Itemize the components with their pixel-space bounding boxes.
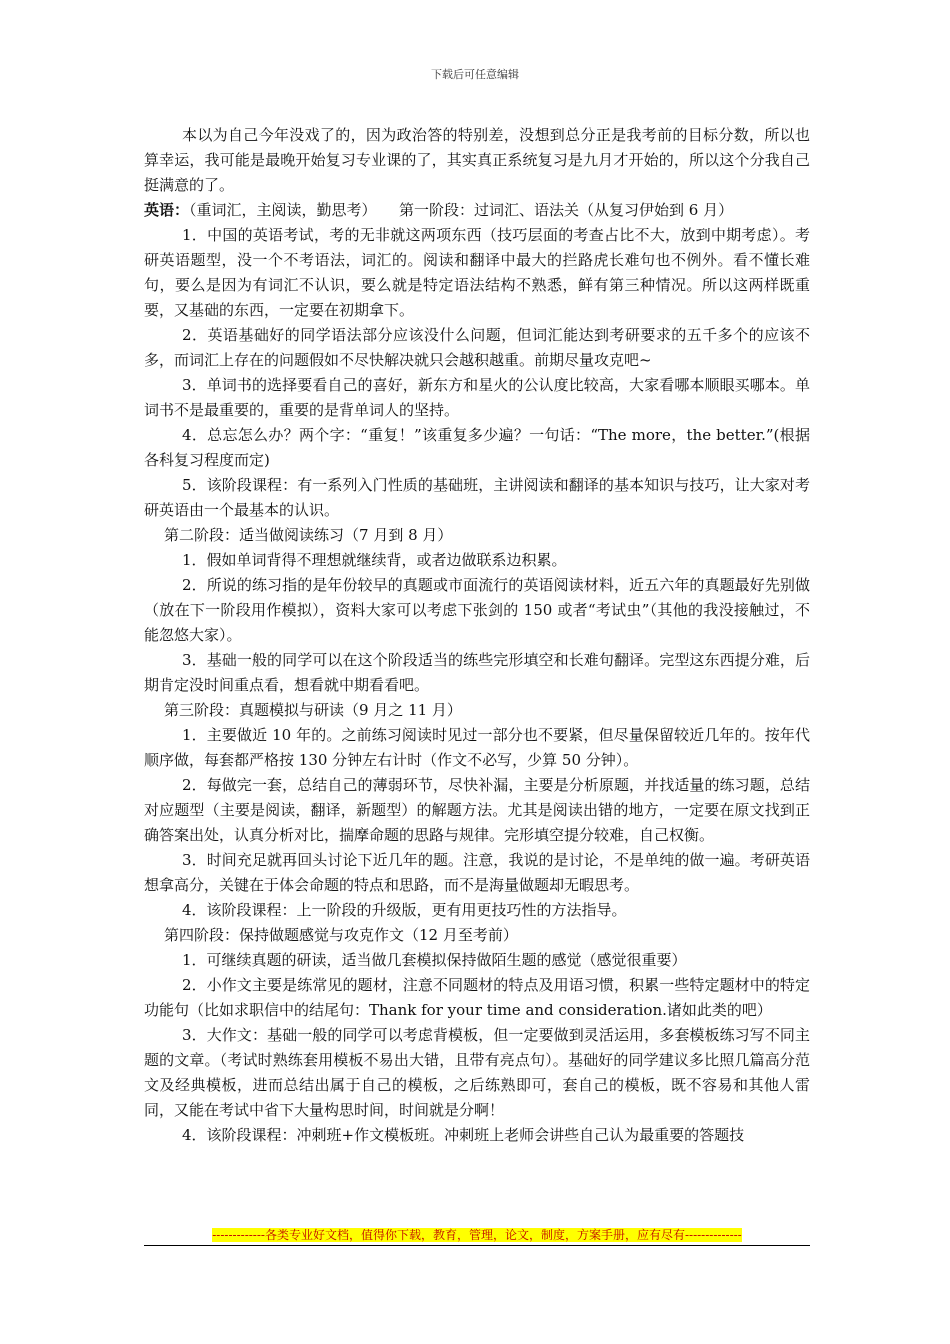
paragraph-text: 第三阶段：真题模拟与研读（9 月之 11 月） bbox=[164, 701, 462, 719]
paragraph-text: 3．基础一般的同学可以在这个阶段适当的练些完形填空和长难句翻译。完型这东西提分难，后期肯定没时间重点看，想看就中期看看吧。 bbox=[144, 651, 810, 694]
paragraph bbox=[144, 473, 810, 523]
document-body bbox=[144, 123, 810, 1148]
section-label: 英语： bbox=[144, 201, 190, 219]
paragraph-text: 4．总忘怎么办？两个字：“重复！”该重复多少遍？一句话：“The more，the better.”(根据各科复习程度而定) bbox=[144, 426, 810, 469]
paragraph bbox=[144, 423, 810, 473]
paragraph bbox=[144, 573, 810, 648]
paragraph bbox=[144, 123, 810, 198]
paragraph-text: 2．小作文主要是练常见的题材，注意不同题材的特点及用语习惯，积累一些特定题材中的特定功能句（比如求职信中的结尾句：Thank for your time and consideration.诸如此类的吧） bbox=[144, 976, 810, 1019]
paragraph-text: 第四阶段：保持做题感觉与攻克作文（12 月至考前） bbox=[164, 926, 518, 944]
paragraph-text: 3．大作文：基础一般的同学可以考虑背模板，但一定要做到灵活运用，多套模板练习写不同主题的文章。（考试时熟练套用模板不易出大错，且带有亮点句）。基础好的同学建议多比照几篇高分范文及经典模板，进而总结出属于自己的模板，之后练熟即可，套自己的模板，既不容易和其他人雷同，又能在考试中省下大量构思时间，时间就是分啊！ bbox=[144, 1026, 810, 1119]
paragraph bbox=[144, 973, 810, 1023]
paragraph-text: 3．时间充足就再回头讨论下近几年的题。注意，我说的是讨论，不是单纯的做一遍。考研英语想拿高分，关键在于体会命题的特点和思路，而不是海量做题却无暇思考。 bbox=[144, 851, 810, 894]
footer-banner-text: -------------各类专业好文档，值得你下载，教育，管理，论文，制度，方案手册，应有尽有-------------- bbox=[212, 1228, 742, 1242]
paragraph-text: 本以为自己今年没戏了的，因为政治答的特别差，没想到总分正是我考前的目标分数，所以也算幸运，我可能是最晚开始复习专业课的了，其实真正系统复习是九月才开始的，所以这个分我自己挺满意的了。 bbox=[144, 126, 810, 194]
page-header: 下载后可任意编辑 bbox=[431, 68, 519, 81]
paragraph-text: 2．所说的练习指的是年份较早的真题或市面流行的英语阅读材料，近五六年的真题最好先别做（放在下一阶段用作模拟），资料大家可以考虑下张剑的 150 或者“考试虫”（其他的我没接触过，不能忽悠大家）。 bbox=[144, 576, 810, 644]
paragraph-text: 3．单词书的选择要看自己的喜好，新东方和星火的公认度比较高，大家看哪本顺眼买哪本。单词书不是最重要的，重要的是背单词人的坚持。 bbox=[144, 376, 810, 419]
paragraph-text: 1．假如单词背得不理想就继续背，或者边做联系边积累。 bbox=[182, 551, 567, 569]
paragraph-text: 2．英语基础好的同学语法部分应该没什么问题，但词汇能达到考研要求的五千多个的应该不多，而词汇上存在的问题假如不尽快解决就只会越积越重。前期尽量攻克吧~ bbox=[144, 326, 810, 369]
paragraph-text: 第二阶段：适当做阅读练习（7 月到 8 月） bbox=[164, 526, 453, 544]
paragraph bbox=[144, 548, 810, 573]
paragraph bbox=[144, 948, 810, 973]
paragraph bbox=[144, 923, 810, 948]
paragraph-text: 1．主要做近 10 年的。之前练习阅读时见过一部分也不要紧，但尽量保留较近几年的。按年代顺序做，每套都严格按 130 分钟左右计时（作文不必写，少算 50 分钟）。 bbox=[144, 726, 810, 769]
paragraph bbox=[144, 523, 810, 548]
paragraph-text: 2．每做完一套，总结自己的薄弱环节，尽快补漏，主要是分析原题，并找适量的练习题，总结对应题型（主要是阅读，翻译，新题型）的解题方法。尤其是阅读出错的地方，一定要在原文找到正确答案出处，认真分析对比，揣摩命题的思路与规律。完形填空提分较难，自己权衡。 bbox=[144, 776, 810, 844]
paragraph bbox=[144, 1123, 810, 1148]
page-footer bbox=[144, 1226, 810, 1243]
paragraph-text: 4．该阶段课程：上一阶段的升级版，更有用更技巧性的方法指导。 bbox=[182, 901, 627, 919]
paragraph-text: 5．该阶段课程：有一系列入门性质的基础班，主讲阅读和翻译的基本知识与技巧，让大家对考研英语由一个最基本的认识。 bbox=[144, 476, 810, 519]
paragraph-text: 4．该阶段课程：冲刺班+作文模板班。冲刺班上老师会讲些自己认为最重要的答题技 bbox=[182, 1126, 745, 1144]
paragraph-text: 1．中国的英语考试，考的无非就这两项东西（技巧层面的考查占比不大，放到中期考虑）。考研英语题型，没一个不考语法，词汇的。阅读和翻译中最大的拦路虎长难句也不例外。看不懂长难句，要么是因为有词汇不认识，要么就是特定语法结构不熟悉，鲜有第三种情况。所以这两样既重要，又基础的东西，一定要在初期拿下。 bbox=[144, 226, 810, 319]
paragraph-text: （重词汇，主阅读，勤思考） 第一阶段：过词汇、语法关（从复习伊始到 6 月） bbox=[189, 201, 734, 219]
footer-divider bbox=[144, 1245, 810, 1246]
paragraph bbox=[144, 898, 810, 923]
paragraph bbox=[144, 723, 810, 773]
paragraph bbox=[144, 848, 810, 898]
paragraph bbox=[144, 323, 810, 373]
paragraph bbox=[144, 648, 810, 698]
paragraph bbox=[144, 698, 810, 723]
paragraph bbox=[144, 1023, 810, 1123]
paragraph bbox=[144, 223, 810, 323]
paragraph bbox=[144, 773, 810, 848]
paragraph-text: 1．可继续真题的研读，适当做几套模拟保持做陌生题的感觉（感觉很重要） bbox=[182, 951, 687, 969]
paragraph bbox=[144, 373, 810, 423]
paragraph bbox=[144, 198, 810, 223]
